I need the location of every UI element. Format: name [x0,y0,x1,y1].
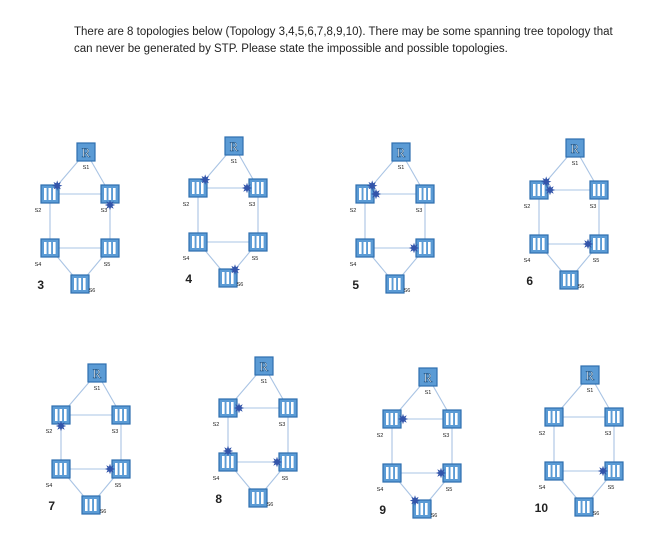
topology-number: 3 [37,278,44,292]
switch-icon [249,489,267,507]
switch-label-s2: S2 [523,204,531,210]
switch-label-s5: S5 [103,262,111,268]
switch-label-s2: S2 [182,202,190,208]
switch-icon [383,464,401,482]
switch-label-s6: S6 [88,288,96,294]
root-bridge-icon [255,357,273,375]
switch-label-s5: S5 [445,487,453,493]
topology-5 [350,143,434,294]
switch-icon [249,233,267,251]
switch-label-s5: S5 [607,485,615,491]
root-bridge-icon [566,139,584,157]
topology-3 [35,143,119,294]
switch-label-s1: S1 [571,161,579,167]
switch-label-s5: S5 [592,258,600,264]
switch-icon [560,271,578,289]
root-bridge-icon [77,143,95,161]
blocked-port-icon [583,239,593,249]
topology-8 [213,357,297,508]
switch-icon [112,406,130,424]
switch-icon [71,275,89,293]
switch-label-s6: S6 [99,509,107,515]
switch-label-s1: S1 [230,159,238,165]
switch-label-s1: S1 [586,388,594,394]
root-bridge-icon [88,364,106,382]
switch-icon [530,235,548,253]
switch-label-s3: S3 [604,431,612,437]
svg-text:R: R [396,145,406,160]
switch-label-s1: S1 [424,390,432,396]
switch-icon [101,239,119,257]
topology-4 [183,137,267,288]
switch-label-s2: S2 [538,431,546,437]
blocked-port-icon [409,243,419,253]
root-bridge-icon [419,368,437,386]
switch-icon [605,408,623,426]
switch-label-s2: S2 [349,208,357,214]
switch-label-s4: S4 [538,485,546,491]
topology-10 [535,366,623,517]
blocked-port-icon [436,468,446,478]
switch-icon [416,185,434,203]
blocked-port-icon [398,414,408,424]
root-bridge-icon [581,366,599,384]
blocked-port-icon [56,421,66,431]
switch-label-s4: S4 [45,483,53,489]
svg-text:R: R [585,368,595,383]
topology-number: 10 [534,501,548,515]
switch-label-s2: S2 [212,422,220,428]
blocked-port-icon [371,189,381,199]
switch-icon [41,239,59,257]
switch-label-s2: S2 [34,208,42,214]
switch-label-s6: S6 [266,502,274,508]
switch-label-s1: S1 [260,379,268,385]
switch-label-s5: S5 [114,483,122,489]
blocked-port-icon [105,464,115,474]
topology-number: 8 [215,492,222,506]
topology-number: 9 [379,503,386,517]
switch-label-s6: S6 [430,513,438,519]
switch-label-s3: S3 [111,429,119,435]
switch-label-s5: S5 [251,256,259,262]
switch-label-s6: S6 [592,511,600,517]
blocked-port-icon [545,185,555,195]
switch-label-s5: S5 [281,476,289,482]
topology-6 [524,139,608,290]
switch-label-s1: S1 [93,386,101,392]
blocked-port-icon [105,200,115,210]
switch-icon [545,408,563,426]
switch-label-s2: S2 [45,429,53,435]
switch-label-s3: S3 [278,422,286,428]
switch-label-s4: S4 [376,487,384,493]
switch-icon [386,275,404,293]
blocked-port-icon [242,183,252,193]
blocked-port-icon [272,457,282,467]
switch-label-s4: S4 [523,258,531,264]
svg-text:R: R [423,370,433,385]
topology-number: 6 [526,274,533,288]
switch-label-s3: S3 [589,204,597,210]
switch-icon [575,498,593,516]
switch-label-s6: S6 [403,288,411,294]
svg-text:R: R [570,141,580,156]
switch-label-s3: S3 [100,208,108,214]
switch-icon [545,462,563,480]
switch-icon [82,496,100,514]
blocked-port-icon [598,466,608,476]
svg-text:R: R [229,139,239,154]
switch-icon [52,460,70,478]
switch-label-s6: S6 [236,282,244,288]
switch-label-s2: S2 [376,433,384,439]
switch-label-s4: S4 [34,262,42,268]
question-text: There are 8 topologies below (Topology 3,4,5,6,7,8,9,10). There may be some spanning tree topology that can never be generated by STP. Please state the impossible and possible topologies. [74,26,613,55]
topology-number: 7 [48,499,55,513]
switch-label-s3: S3 [442,433,450,439]
switch-label-s4: S4 [212,476,220,482]
switch-label-s1: S1 [397,165,405,171]
blocked-port-icon [234,403,244,413]
switch-icon [443,410,461,428]
switch-label-s1: S1 [82,165,90,171]
topology-9 [377,368,461,519]
switch-label-s4: S4 [349,262,357,268]
switch-icon [590,181,608,199]
switch-label-s4: S4 [182,256,190,262]
switch-icon [279,399,297,417]
topology-7 [46,364,130,515]
topology-number: 4 [185,272,192,286]
blocked-port-icon [223,446,233,456]
svg-text:R: R [81,145,91,160]
svg-text:R: R [92,366,102,381]
switch-label-s3: S3 [248,202,256,208]
switch-icon [356,239,374,257]
svg-text:R: R [259,359,269,374]
topology-number: 5 [352,278,359,292]
switch-label-s3: S3 [415,208,423,214]
switch-label-s6: S6 [577,284,585,290]
root-bridge-icon [392,143,410,161]
root-bridge-icon [225,137,243,155]
switch-icon [189,233,207,251]
